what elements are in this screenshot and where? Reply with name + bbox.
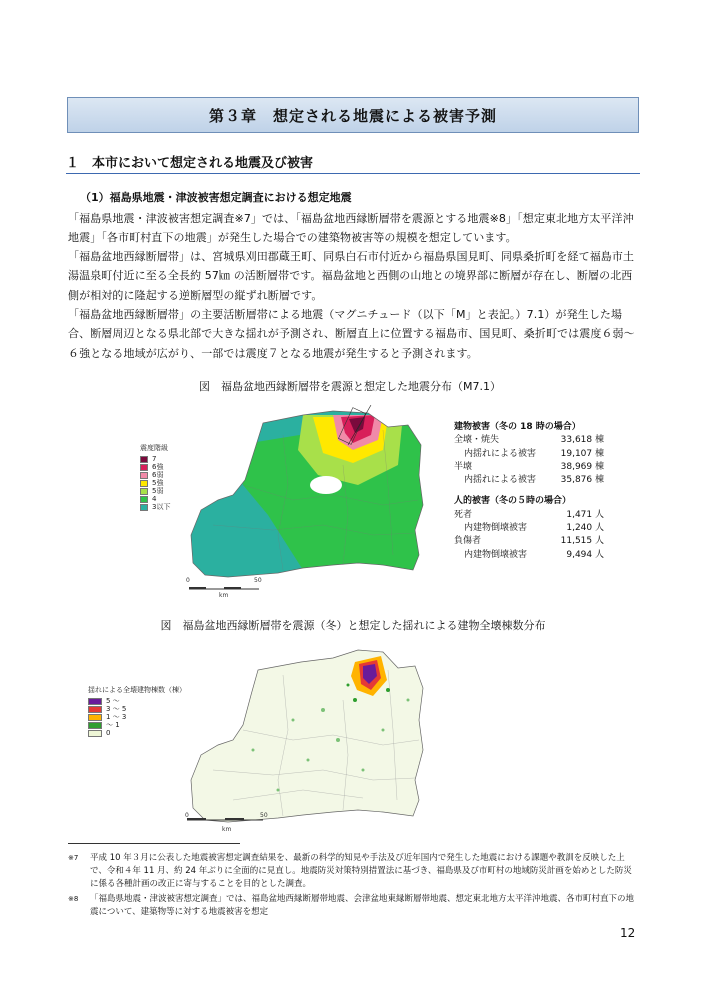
legend-swatch xyxy=(88,722,102,729)
scale-fifty: 50 xyxy=(254,577,262,584)
scale-zero: 0 xyxy=(186,577,190,584)
scale-fifty: 50 xyxy=(260,812,268,819)
subsection-title: （1）福島県地震・津波被害想定調査における想定地震 xyxy=(80,191,352,204)
stat-row xyxy=(454,509,604,522)
legend-item xyxy=(88,713,186,721)
stat-label: 内建物倒壊被害 xyxy=(464,523,528,534)
stat-value: 11,515 人 xyxy=(560,536,604,547)
stat-value: 38,969 棟 xyxy=(560,461,604,472)
stat-row xyxy=(454,461,604,474)
stat-row xyxy=(454,535,604,548)
legend-item xyxy=(88,697,186,705)
paragraph-2: 「福島盆地西縁断層帯」は、宮城県刈田郡蔵王町、同県白石市付近から福島県国見町、同県桑折町を経て福島市土湯温泉町付近に至る全長約 57㎞ の活断層帯です。福島盆地と西側の山地との境界部に断層が存在し、断層の北西側が相対的に隆起する逆断層型の縦ずれ断層です。 xyxy=(68,250,635,302)
legend-item xyxy=(88,729,186,737)
footnote-8 xyxy=(68,893,640,919)
legend-swatch xyxy=(140,496,148,503)
footnote-mark: ※7 xyxy=(68,854,79,862)
legend-label: 3 ～ 5 xyxy=(106,705,127,713)
footnote-divider xyxy=(68,843,240,844)
stat-label: 内建物倒壊被害 xyxy=(464,549,528,560)
stat-row xyxy=(454,434,604,447)
stat-value: 35,876 棟 xyxy=(560,475,604,486)
stat-value: 9,494 人 xyxy=(566,549,604,560)
stat-label: 死者 xyxy=(454,509,473,520)
collapse-map xyxy=(183,640,441,840)
legend-label: 0 xyxy=(106,729,111,737)
legend-swatch xyxy=(140,480,148,487)
stat-value: 1,471 人 xyxy=(566,509,604,520)
footnote-mark: ※8 xyxy=(68,895,79,903)
legend-swatch xyxy=(140,504,148,511)
legend-label: 5強 xyxy=(152,479,164,487)
legend-swatch xyxy=(88,730,102,737)
paragraph-1: 「福島県地震・津波被害想定調査※7」では、「福島盆地西縁断層帯を震源とする地震※8」「想定東北地方太平洋沖地震」「各市町村直下の地震」が発生した場合での建築物被害等の規模を想定しています。 xyxy=(68,212,634,245)
chapter-title: 第３章 想定される地震による被害予測 xyxy=(208,106,497,125)
intensity-legend xyxy=(140,443,170,511)
stat-label: 負傷者 xyxy=(454,536,482,547)
stat-value: 1,240 人 xyxy=(566,523,604,534)
stat-label: 内揺れによる被害 xyxy=(464,475,537,486)
legend-label: 5弱 xyxy=(152,487,164,495)
paragraph-3: 「福島盆地西縁断層帯」の主要活断層帯による地震（マグニチュード（以下「M」と表記。）7.1）が発生した場合、断層周辺となる県北部で大きな揺れが予測され、断層直上に位置する福島市、国見町、桑折町では震度６弱～６強となる地域が広がり、一部では震度７となる地震が発生すると予測されます。 xyxy=(68,308,635,360)
stat-value: 19,107 棟 xyxy=(560,448,604,459)
stat-row xyxy=(454,549,604,562)
legend-swatch xyxy=(88,698,102,705)
legend-label: 3以下 xyxy=(152,503,171,511)
legend-label: 1 ～ 3 xyxy=(106,713,127,721)
section-title: １ 本市において想定される地震及び被害 xyxy=(66,156,314,171)
legend-title: 震度階級 xyxy=(140,444,168,452)
legend-swatch xyxy=(140,456,148,463)
legend-title: 揺れによる全壊建物棟数（棟） xyxy=(88,686,186,694)
stat-row xyxy=(454,522,604,535)
stat-row xyxy=(454,474,604,487)
stat-label: 全壊・焼失 xyxy=(454,435,500,446)
damage-statistics xyxy=(454,421,604,562)
scale-unit: km xyxy=(222,826,232,833)
legend-item xyxy=(88,721,186,729)
chapter-banner xyxy=(67,97,639,133)
legend-label: 4 xyxy=(152,495,157,503)
intensity-map xyxy=(183,405,446,605)
figure-1-caption: 図 福島盆地西縁断層帯を震源と想定した地震分布（M7.1） xyxy=(199,380,501,393)
figure-2-caption: 図 福島盆地西縁断層帯を震源（冬）と想定した揺れによる建物全壊棟数分布 xyxy=(160,619,546,632)
legend-swatch xyxy=(140,488,148,495)
section-heading xyxy=(66,152,640,174)
building-damage-header: 建物被害（冬の 18 時の場合） xyxy=(454,422,581,432)
legend-swatch xyxy=(88,714,102,721)
stat-value: 33,618 棟 xyxy=(560,435,604,446)
stat-label: 半壊 xyxy=(454,461,473,472)
legend-item xyxy=(140,503,170,511)
stat-row xyxy=(454,448,604,461)
footnote-text: 「福島県地震・津波被害想定調査」では、福島盆地西縁断層帯地震、会津盆地東縁断層帯地震、想定東北地方太平洋沖地震、各市町村直下の地震について、建築物等に対する地震被害を想定 xyxy=(90,894,635,917)
legend-label: 5 ～ xyxy=(106,697,120,705)
legend-label: ～ 1 xyxy=(106,721,120,729)
legend-swatch xyxy=(88,706,102,713)
footnote-text: 平成 10 年３月に公表した地震被害想定調査結果を、最新の科学的知見や手法及び近年国内で発生した地震における課題や教訓を反映した上で、令和４年 11 月、約 24 年ぶりに全面的に見直し。地震防災対策特別措置法に基づき、福島県及び市町村の地域防災計画を始めとした防災に係る各種計画の改正に寄与することを目的とした調査。 xyxy=(90,853,632,889)
legend-label: 6弱 xyxy=(152,471,164,479)
legend-label: 6強 xyxy=(152,463,164,471)
legend-swatch xyxy=(140,464,148,471)
legend-item xyxy=(88,705,186,713)
legend-swatch xyxy=(140,472,148,479)
human-damage-header: 人的被害（冬の５時の場合） xyxy=(454,496,572,507)
stat-label: 内揺れによる被害 xyxy=(464,448,537,459)
footnote-7 xyxy=(68,852,640,891)
legend-item xyxy=(140,487,170,495)
page-number: 12 xyxy=(620,926,636,940)
legend-label: 7 xyxy=(152,455,157,463)
scale-unit: km xyxy=(219,592,229,599)
scale-zero: 0 xyxy=(185,812,189,819)
collapse-legend xyxy=(88,685,186,737)
